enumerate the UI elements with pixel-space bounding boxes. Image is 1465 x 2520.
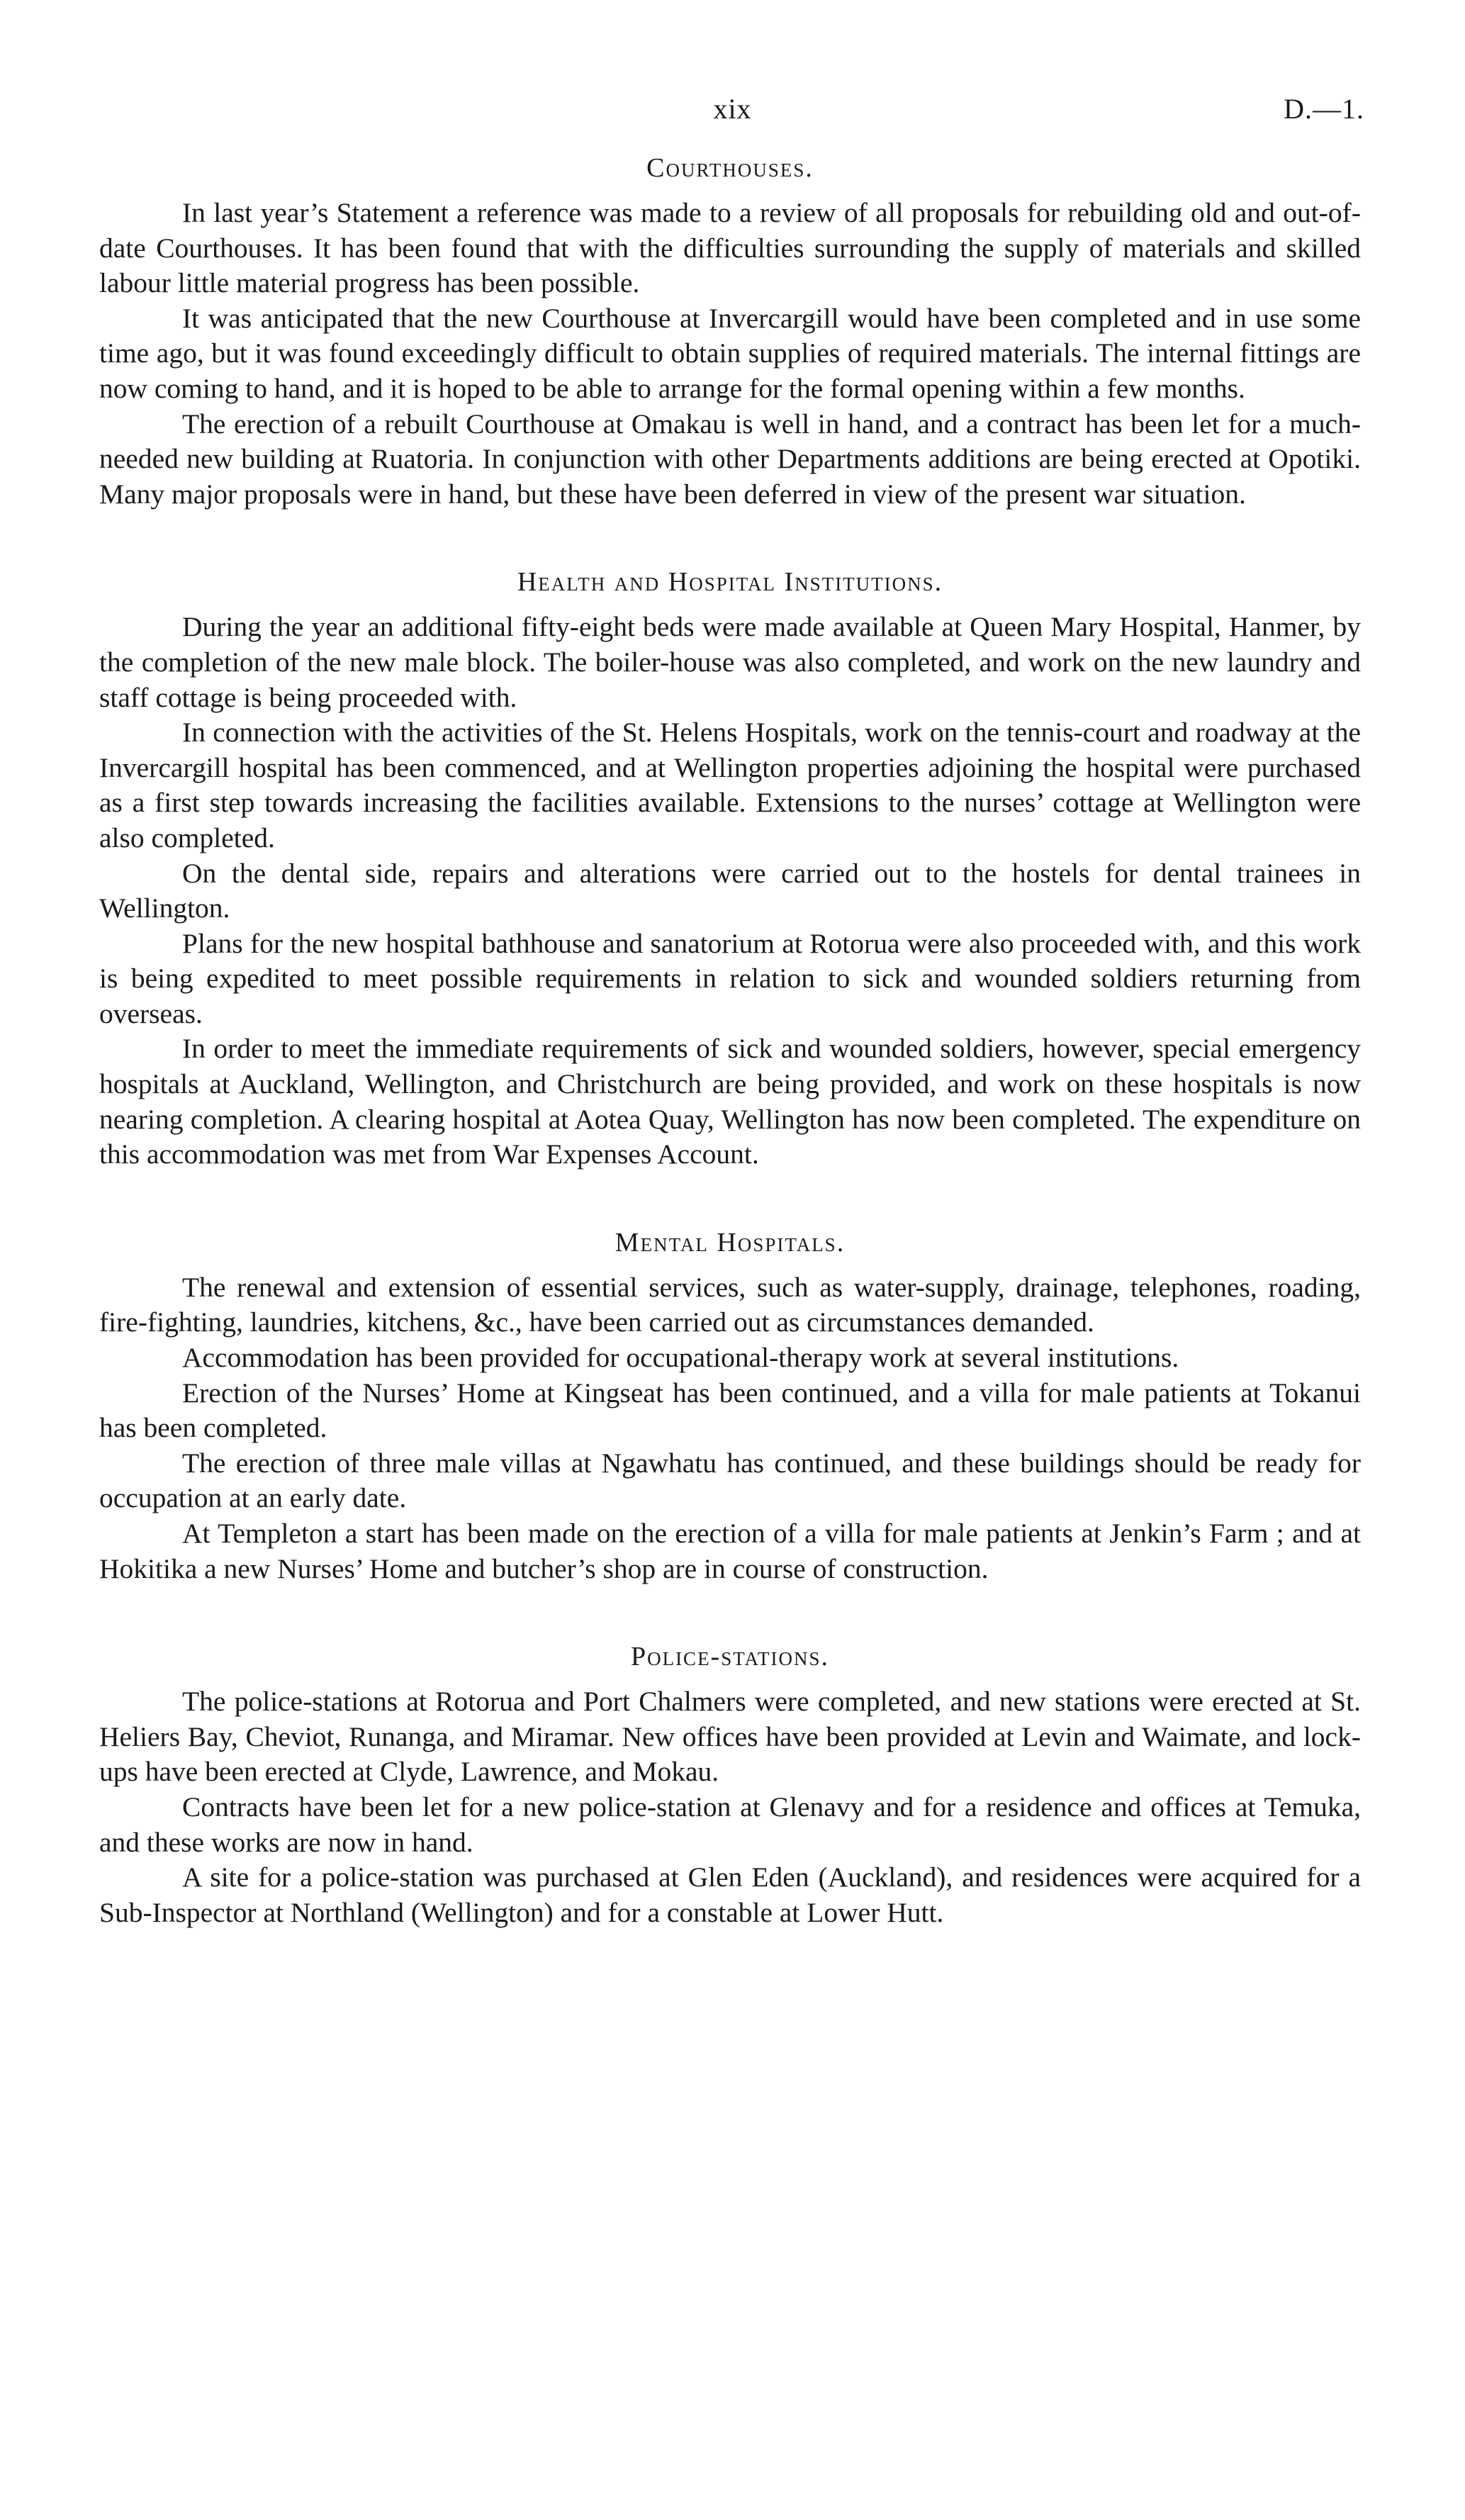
paragraph: Plans for the new hospital bathhouse and sanatorium at Rotorua were also proceeded with, and this work is being expedited to meet possible requirements in relation to sick and wounded soldiers returning from overseas. <box>99 927 1361 1029</box>
section-heading: Health and Hospital Institutions. <box>517 567 943 598</box>
paragraph: In order to meet the immediate requirements of sick and wounded soldiers, however, special emergency hospitals at Auckland, Wellington, and Christchurch are being provided, and work on these hospitals is now nearing completion. A clearing hospital at Aotea Quay, Wellington has now been completed. The expenditure on this accommodation was met from War Expenses Account. <box>99 1033 1361 1170</box>
section-heading: Courthouses. <box>646 153 814 183</box>
paragraph: The erection of a rebuilt Courthouse at Omakau is well in hand, and a contract has been let for a much-needed new building at Ruatoria. In conjunction with other Departments additions are being erected at Opotiki. Many major proposals were in hand, but these have been deferred in view of the present war situation. <box>99 408 1361 510</box>
section-heading: Mental Hospitals. <box>614 1227 846 1258</box>
section-heading: Police-stations. <box>630 1642 830 1672</box>
paragraph: In connection with the activities of the St. Helens Hospitals, work on the tennis-court and roadway at the Invercargill hospital has been commenced, and at Wellington properties adjoining the hospital were purchased as a first step towards increasing the facilities available. Extensions to the nurses’ cottage at Wellington were also completed. <box>99 717 1361 853</box>
section-health-and-hospital-institutions <box>99 563 1361 1172</box>
paragraph: It was anticipated that the new Courthouse at Invercargill would have been completed and in use some time ago, but it was found exceedingly difficult to obtain supplies of required materials. The internal fittings are now coming to hand, and it is hoped to be able to arrange for the formal opening within a few months. <box>99 302 1361 404</box>
paragraph: Erection of the Nurses’ Home at Kingseat has been continued, and a villa for male patients at Tokanui has been completed. <box>99 1377 1361 1444</box>
paragraph: At Templeton a start has been made on the erection of a villa for male patients at Jenkin’s Farm ; and at Hokitika a new Nurses’ Home and butcher’s shop are in course of construction. <box>99 1518 1361 1584</box>
paragraph: The erection of three male villas at Ngawhatu has continued, and these buildings should be ready for occupation at an early date. <box>99 1447 1361 1514</box>
section-police-stations <box>99 1637 1361 1930</box>
paragraph: Accommodation has been provided for occupational-therapy work at several institutions. <box>182 1342 1179 1374</box>
paragraph: On the dental side, repairs and alterations were carried out to the hostels for dental trainees in Wellington. <box>99 857 1361 924</box>
section-mental-hospitals <box>99 1223 1361 1586</box>
paragraph: The renewal and extension of essential services, such as water-supply, drainage, telephones, roading, fire-fighting, laundries, kitchens, &c., have been carried out as circumstances demanded. <box>99 1271 1361 1338</box>
paragraph: During the year an additional fifty-eight beds were made available at Queen Mary Hospital, Hanmer, by the completion of the new male block. The boiler-house was also completed, and work on the new laundry and staff cottage is being proceeded with. <box>99 611 1361 713</box>
page-number: xix <box>713 93 752 125</box>
document-reference: D.—1. <box>1284 93 1364 125</box>
document-body <box>99 149 1361 1930</box>
paragraph: In last year’s Statement a reference was made to a review of all proposals for rebuilding old and out-of-date Courthouses. It has been found that with the difficulties surrounding the supply of materials and skilled labour little material progress has been possible. <box>99 197 1361 299</box>
paragraph: A site for a police-station was purchased at Glen Eden (Auckland), and residences were acquired for a Sub-Inspector at Northland (Wellington) and for a constable at Lower Hutt. <box>99 1861 1361 1928</box>
section-courthouses <box>99 149 1361 512</box>
paragraph: The police-stations at Rotorua and Port Chalmers were completed, and new stations were erected at St. Heliers Bay, Cheviot, Runanga, and Miramar. New offices have been provided at Levin and Waimate, and lock-ups have been erected at Clyde, Lawrence, and Mokau. <box>99 1686 1361 1788</box>
paragraph: Contracts have been let for a new police-station at Glenavy and for a residence and offices at Temuka, and these works are now in hand. <box>99 1791 1361 1858</box>
